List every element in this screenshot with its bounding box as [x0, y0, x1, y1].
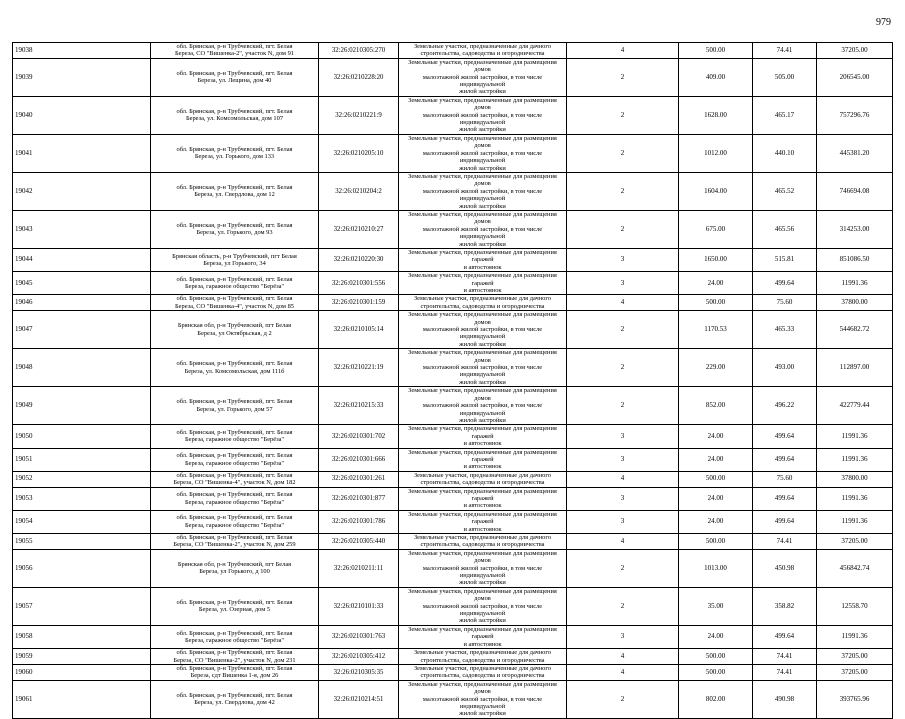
row-number-cell: 19060 [13, 664, 151, 680]
unit-price-cell: 499.64 [753, 625, 817, 648]
area-cell: 1013.00 [679, 549, 753, 587]
category-cell: 2 [567, 96, 679, 134]
table-row [13, 349, 893, 387]
category-cell: 4 [567, 664, 679, 680]
cadastral-value-cell: 757296.76 [817, 96, 893, 134]
area-cell: 500.00 [679, 295, 753, 311]
table-row [13, 510, 893, 533]
cadastral-value-cell: 746694.08 [817, 172, 893, 210]
category-cell: 3 [567, 272, 679, 295]
category-cell: 3 [567, 625, 679, 648]
land-use-cell: Земельные участки, предназначенные для размещения домов малоэтажной жилой застройки, в том числе индивидуальной жилой застройки [399, 311, 567, 349]
land-use-cell: Земельные участки, предназначенные для дачного строительства, садоводства и огородничества [399, 534, 567, 550]
table-row [13, 425, 893, 448]
category-cell: 4 [567, 43, 679, 59]
address-cell: обл. Брянская, р-н Трубчевский, пгт. Белая Береза, СО "Вишенка-2", участок N, дом 259 [151, 534, 319, 550]
cadastral-value-cell: 37800.00 [817, 295, 893, 311]
table-body [13, 43, 893, 719]
land-use-cell: Земельные участки, предназначенные для размещения домов малоэтажной жилой застройки, в том числе индивидуальной жилой застройки [399, 96, 567, 134]
cadastral-number-cell: 32:26:0210205:10 [319, 134, 399, 172]
unit-price-cell: 358.82 [753, 587, 817, 625]
row-number-cell: 19039 [13, 58, 151, 96]
land-use-cell: Земельные участки, предназначенные для размещения гаражей и автостоянок [399, 487, 567, 510]
cadastral-value-cell: 544682.72 [817, 311, 893, 349]
land-use-cell: Земельные участки, предназначенные для размещения домов малоэтажной жилой застройки, в том числе индивидуальной жилой застройки [399, 172, 567, 210]
row-number-cell: 19052 [13, 471, 151, 487]
category-cell: 4 [567, 534, 679, 550]
cadastral-value-cell: 37205.00 [817, 649, 893, 665]
land-use-cell: Земельные участки, предназначенные для размещения домов малоэтажной жилой застройки, в том числе индивидуальной жилой застройки [399, 210, 567, 248]
row-number-cell: 19051 [13, 448, 151, 471]
row-number-cell: 19056 [13, 549, 151, 587]
cadastral-number-cell: 32:26:0210301:702 [319, 425, 399, 448]
unit-price-cell: 490.98 [753, 680, 817, 718]
cadastral-value-cell: 456842.74 [817, 549, 893, 587]
row-number-cell: 19059 [13, 649, 151, 665]
category-cell: 2 [567, 387, 679, 425]
unit-price-cell: 499.64 [753, 510, 817, 533]
land-use-cell: Земельные участки, предназначенные для размещения гаражей и автостоянок [399, 248, 567, 271]
cadastral-value-cell: 11991.36 [817, 425, 893, 448]
land-use-cell: Земельные участки, предназначенные для размещения гаражей и автостоянок [399, 425, 567, 448]
address-cell: Брянская область, р-н Трубчевский, пгт Белая Береза, ул Горького, 34 [151, 248, 319, 271]
unit-price-cell: 493.00 [753, 349, 817, 387]
land-use-cell: Земельные участки, предназначенные для размещения домов малоэтажной жилой застройки, в том числе индивидуальной жилой застройки [399, 349, 567, 387]
table-row [13, 549, 893, 587]
table-row [13, 134, 893, 172]
land-use-cell: Земельные участки, предназначенные для размещения гаражей и автостоянок [399, 272, 567, 295]
row-number-cell: 19045 [13, 272, 151, 295]
table-row [13, 448, 893, 471]
land-registry-table [12, 42, 893, 719]
address-cell: обл. Брянская, р-н Трубчевский, пгт. Белая Береза, ул. Комсомольская, дом 107 [151, 96, 319, 134]
area-cell: 500.00 [679, 43, 753, 59]
row-number-cell: 19047 [13, 311, 151, 349]
row-number-cell: 19061 [13, 680, 151, 718]
row-number-cell: 19046 [13, 295, 151, 311]
table-row [13, 625, 893, 648]
unit-price-cell: 465.56 [753, 210, 817, 248]
row-number-cell: 19040 [13, 96, 151, 134]
row-number-cell: 19058 [13, 625, 151, 648]
cadastral-value-cell: 12558.70 [817, 587, 893, 625]
category-cell: 2 [567, 680, 679, 718]
area-cell: 24.00 [679, 448, 753, 471]
address-cell: обл. Брянская, р-н Трубчевский, пгт. Белая Береза, ул. Горького, дом 93 [151, 210, 319, 248]
table-row [13, 664, 893, 680]
land-use-cell: Земельные участки, предназначенные для дачного строительства, садоводства и огородничества [399, 649, 567, 665]
address-cell: обл. Брянская, р-н Трубчевский, пгт. Белая Береза, СО "Вишенка-4", участок N, дом 182 [151, 471, 319, 487]
category-cell: 3 [567, 487, 679, 510]
land-use-cell: Земельные участки, предназначенные для размещения домов малоэтажной жилой застройки, в том числе индивидуальной жилой застройки [399, 387, 567, 425]
address-cell: обл. Брянская, р-н Трубчевский, пгт. Белая Береза, сдт Вишенка 1-я, дом 26 [151, 664, 319, 680]
unit-price-cell: 440.10 [753, 134, 817, 172]
table-row [13, 58, 893, 96]
cadastral-value-cell: 393765.96 [817, 680, 893, 718]
land-use-cell: Земельные участки, предназначенные для размещения гаражей и автостоянок [399, 510, 567, 533]
cadastral-number-cell: 32:26:0210215:33 [319, 387, 399, 425]
address-cell: обл. Брянская, р-н Трубчевский, пгт. Белая Береза, гаражное общество "Берёза" [151, 625, 319, 648]
row-number-cell: 19054 [13, 510, 151, 533]
cadastral-value-cell: 37205.00 [817, 43, 893, 59]
category-cell: 4 [567, 295, 679, 311]
area-cell: 24.00 [679, 487, 753, 510]
cadastral-number-cell: 32:26:0210204:2 [319, 172, 399, 210]
area-cell: 24.00 [679, 625, 753, 648]
category-cell: 2 [567, 311, 679, 349]
unit-price-cell: 499.64 [753, 487, 817, 510]
table-row [13, 680, 893, 718]
address-cell: Брянская обл, р-н Трубчевский, пгт Белая Береза, ул Горького, д 100 [151, 549, 319, 587]
area-cell: 500.00 [679, 471, 753, 487]
table-row [13, 210, 893, 248]
cadastral-number-cell: 32:26:0210221:19 [319, 349, 399, 387]
cadastral-number-cell: 32:26:0210211:11 [319, 549, 399, 587]
area-cell: 1604.00 [679, 172, 753, 210]
unit-price-cell: 74.41 [753, 43, 817, 59]
table-row [13, 471, 893, 487]
cadastral-value-cell: 112897.00 [817, 349, 893, 387]
address-cell: обл. Брянская, р-н Трубчевский, пгт. Белая Береза, СО "Вишенка-4", участок N, дом 85 [151, 295, 319, 311]
cadastral-value-cell: 206545.00 [817, 58, 893, 96]
table-row [13, 587, 893, 625]
row-number-cell: 19038 [13, 43, 151, 59]
area-cell: 1628.00 [679, 96, 753, 134]
address-cell: обл. Брянская, р-н Трубчевский, пгт. Белая Береза, гаражное общество "Берёза" [151, 510, 319, 533]
cadastral-value-cell: 445381.20 [817, 134, 893, 172]
table-row [13, 272, 893, 295]
table-row [13, 487, 893, 510]
land-use-cell: Земельные участки, предназначенные для размещения гаражей и автостоянок [399, 448, 567, 471]
cadastral-number-cell: 32:26:0210105:14 [319, 311, 399, 349]
address-cell: обл. Брянская, р-н Трубчевский, пгт. Белая Береза, СО "Вишенка-2", участок N, дом 91 [151, 43, 319, 59]
cadastral-number-cell: 32:26:0210210:27 [319, 210, 399, 248]
cadastral-value-cell: 11991.36 [817, 510, 893, 533]
category-cell: 2 [567, 549, 679, 587]
land-use-cell: Земельные участки, предназначенные для размещения домов малоэтажной жилой застройки, в том числе индивидуальной жилой застройки [399, 587, 567, 625]
table-row [13, 43, 893, 59]
cadastral-number-cell: 32:26:0210301:877 [319, 487, 399, 510]
row-number-cell: 19050 [13, 425, 151, 448]
address-cell: обл. Брянская, р-н Трубчевский, пгт. Белая Береза, ул. Озерная, дом 5 [151, 587, 319, 625]
table-row [13, 387, 893, 425]
area-cell: 24.00 [679, 425, 753, 448]
cadastral-value-cell: 11991.36 [817, 625, 893, 648]
area-cell: 1012.00 [679, 134, 753, 172]
page-number: 979 [876, 17, 891, 28]
row-number-cell: 19049 [13, 387, 151, 425]
cadastral-value-cell: 37800.00 [817, 471, 893, 487]
area-cell: 409.00 [679, 58, 753, 96]
cadastral-number-cell: 32:26:0210301:763 [319, 625, 399, 648]
area-cell: 1650.00 [679, 248, 753, 271]
area-cell: 24.00 [679, 272, 753, 295]
land-use-cell: Земельные участки, предназначенные для дачного строительства, садоводства и огородничества [399, 295, 567, 311]
cadastral-number-cell: 32:26:0210305:35 [319, 664, 399, 680]
category-cell: 4 [567, 649, 679, 665]
address-cell: обл. Брянская, р-н Трубчевский, пгт. Белая Береза, ул. Лещина, дом 40 [151, 58, 319, 96]
row-number-cell: 19043 [13, 210, 151, 248]
address-cell: обл. Брянская, р-н Трубчевский, пгт. Белая Береза, ул. Горького, дом 133 [151, 134, 319, 172]
area-cell: 802.00 [679, 680, 753, 718]
table-row [13, 649, 893, 665]
area-cell: 500.00 [679, 664, 753, 680]
unit-price-cell: 75.60 [753, 295, 817, 311]
cadastral-value-cell: 37205.00 [817, 664, 893, 680]
cadastral-value-cell: 314253.00 [817, 210, 893, 248]
address-cell: обл. Брянская, р-н Трубчевский, пгт. Белая Береза, гаражное общество "Берёза" [151, 425, 319, 448]
cadastral-number-cell: 32:26:0210301:666 [319, 448, 399, 471]
unit-price-cell: 496.22 [753, 387, 817, 425]
row-number-cell: 19044 [13, 248, 151, 271]
address-cell: Брянская обл, р-н Трубчевский, пгт Белая Береза, ул Октябрьская, д 2 [151, 311, 319, 349]
land-use-cell: Земельные участки, предназначенные для размещения домов малоэтажной жилой застройки, в том числе индивидуальной жилой застройки [399, 134, 567, 172]
table-row [13, 172, 893, 210]
category-cell: 2 [567, 349, 679, 387]
area-cell: 852.00 [679, 387, 753, 425]
cadastral-value-cell: 11991.36 [817, 487, 893, 510]
unit-price-cell: 499.64 [753, 425, 817, 448]
cadastral-number-cell: 32:26:0210305:412 [319, 649, 399, 665]
category-cell: 3 [567, 448, 679, 471]
unit-price-cell: 74.41 [753, 649, 817, 665]
row-number-cell: 19048 [13, 349, 151, 387]
category-cell: 4 [567, 471, 679, 487]
area-cell: 229.00 [679, 349, 753, 387]
address-cell: обл. Брянская, р-н Трубчевский, пгт. Белая Береза, гаражное общество "Берёза" [151, 272, 319, 295]
cadastral-number-cell: 32:26:0210221:9 [319, 96, 399, 134]
table-row [13, 311, 893, 349]
unit-price-cell: 450.98 [753, 549, 817, 587]
category-cell: 3 [567, 248, 679, 271]
table-row [13, 96, 893, 134]
row-number-cell: 19041 [13, 134, 151, 172]
area-cell: 1170.53 [679, 311, 753, 349]
unit-price-cell: 465.33 [753, 311, 817, 349]
category-cell: 2 [567, 587, 679, 625]
row-number-cell: 19057 [13, 587, 151, 625]
land-use-cell: Земельные участки, предназначенные для дачного строительства, садоводства и огородничества [399, 664, 567, 680]
table-row [13, 295, 893, 311]
unit-price-cell: 499.64 [753, 448, 817, 471]
cadastral-number-cell: 32:26:0210305:440 [319, 534, 399, 550]
category-cell: 2 [567, 58, 679, 96]
table-row [13, 534, 893, 550]
address-cell: обл. Брянская, р-н Трубчевский, пгт. Белая Береза, СО "Вишенка-2", участок N, дом 231 [151, 649, 319, 665]
area-cell: 500.00 [679, 649, 753, 665]
unit-price-cell: 515.81 [753, 248, 817, 271]
land-use-cell: Земельные участки, предназначенные для дачного строительства, садоводства и огородничества [399, 43, 567, 59]
cadastral-number-cell: 32:26:0210228:20 [319, 58, 399, 96]
area-cell: 24.00 [679, 510, 753, 533]
address-cell: обл. Брянская, р-н Трубчевский, пгт. Белая Береза, гаражное общество "Берёза" [151, 448, 319, 471]
row-number-cell: 19053 [13, 487, 151, 510]
unit-price-cell: 465.17 [753, 96, 817, 134]
address-cell: обл. Брянская, р-н Трубчевский, пгт. Белая Береза, ул. Свердлова, дом 42 [151, 680, 319, 718]
row-number-cell: 19042 [13, 172, 151, 210]
unit-price-cell: 465.52 [753, 172, 817, 210]
area-cell: 675.00 [679, 210, 753, 248]
land-use-cell: Земельные участки, предназначенные для размещения домов малоэтажной жилой застройки, в том числе индивидуальной жилой застройки [399, 58, 567, 96]
unit-price-cell: 75.60 [753, 471, 817, 487]
area-cell: 500.00 [679, 534, 753, 550]
category-cell: 2 [567, 210, 679, 248]
cadastral-number-cell: 32:26:0210214:51 [319, 680, 399, 718]
cadastral-number-cell: 32:26:0210301:786 [319, 510, 399, 533]
category-cell: 3 [567, 425, 679, 448]
unit-price-cell: 505.00 [753, 58, 817, 96]
address-cell: обл. Брянская, р-н Трубчевский, пгт. Белая Береза, гаражное общество "Берёза" [151, 487, 319, 510]
address-cell: обл. Брянская, р-н Трубчевский, пгт. Белая Береза, ул. Горького, дом 57 [151, 387, 319, 425]
table-row [13, 248, 893, 271]
cadastral-value-cell: 11991.36 [817, 272, 893, 295]
cadastral-value-cell: 37205.00 [817, 534, 893, 550]
category-cell: 2 [567, 134, 679, 172]
unit-price-cell: 499.64 [753, 272, 817, 295]
cadastral-number-cell: 32:26:0210220:30 [319, 248, 399, 271]
cadastral-value-cell: 11991.36 [817, 448, 893, 471]
land-use-cell: Земельные участки, предназначенные для размещения домов малоэтажной жилой застройки, в том числе индивидуальной жилой застройки [399, 549, 567, 587]
row-number-cell: 19055 [13, 534, 151, 550]
cadastral-number-cell: 32:26:0210301:261 [319, 471, 399, 487]
cadastral-number-cell: 32:26:0210101:33 [319, 587, 399, 625]
cadastral-value-cell: 422779.44 [817, 387, 893, 425]
area-cell: 35.00 [679, 587, 753, 625]
cadastral-value-cell: 851086.50 [817, 248, 893, 271]
category-cell: 3 [567, 510, 679, 533]
cadastral-number-cell: 32:26:0210301:556 [319, 272, 399, 295]
cadastral-number-cell: 32:26:0210301:159 [319, 295, 399, 311]
address-cell: обл. Брянская, р-н Трубчевский, пгт. Белая Береза, ул. Свердлова, дом 12 [151, 172, 319, 210]
land-use-cell: Земельные участки, предназначенные для размещения гаражей и автостоянок [399, 625, 567, 648]
land-use-cell: Земельные участки, предназначенные для размещения домов малоэтажной жилой застройки, в том числе индивидуальной жилой застройки [399, 680, 567, 718]
cadastral-number-cell: 32:26:0210305:270 [319, 43, 399, 59]
land-use-cell: Земельные участки, предназначенные для дачного строительства, садоводства и огородничества [399, 471, 567, 487]
address-cell: обл. Брянская, р-н Трубчевский, пгт. Белая Береза, ул. Комсомольская, дом 111б [151, 349, 319, 387]
unit-price-cell: 74.41 [753, 664, 817, 680]
category-cell: 2 [567, 172, 679, 210]
unit-price-cell: 74.41 [753, 534, 817, 550]
